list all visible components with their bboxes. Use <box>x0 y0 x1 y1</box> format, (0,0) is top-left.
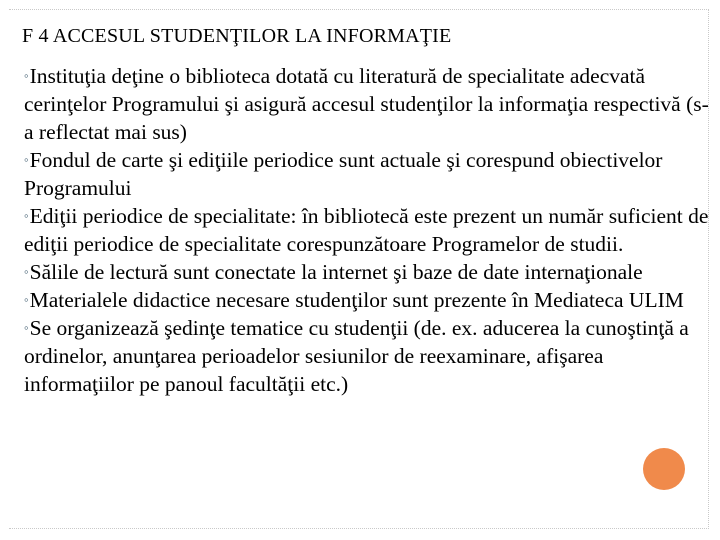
bullet-marker-icon: ◦ <box>24 292 29 307</box>
bullet-item <box>24 62 710 146</box>
bullet-text: Sălile de lectură sunt conectate la internet şi baze de date internaţionale <box>29 260 643 284</box>
bullet-item <box>24 202 710 258</box>
bullet-text: Ediţii periodice de specialitate: în bibliotecă este prezent un număr suficient de ediţii periodice de specialitate corespunzătoare Programelor de studii. <box>24 204 709 256</box>
slide-title: F 4 ACCESUL STUDENŢILOR LA INFORMAŢIE <box>22 25 452 47</box>
bullet-text: Materialele didactice necesare studenţilor sunt prezente în Mediateca ULIM <box>29 288 684 312</box>
bullet-item <box>24 146 710 202</box>
bullet-marker-icon: ◦ <box>24 208 29 223</box>
bullet-marker-icon: ◦ <box>24 68 29 83</box>
bullet-list <box>24 62 710 398</box>
decorative-circle-icon <box>643 448 685 490</box>
bullet-item <box>24 258 710 286</box>
bullet-item <box>24 286 710 314</box>
bullet-marker-icon: ◦ <box>24 264 29 279</box>
bullet-item <box>24 314 710 398</box>
bullet-marker-icon: ◦ <box>24 320 29 335</box>
bullet-marker-icon: ◦ <box>24 152 29 167</box>
bullet-text: Se organizează şedinţe tematice cu studenţii (de. ex. aducerea la cunoştinţă a ordinelor, anunţarea perioadelor sesiunilor de reexaminare, afişarea informaţiilor pe panoul facultăţii etc.) <box>24 316 689 396</box>
bullet-text: Instituţia deţine o biblioteca dotată cu literatură de specialitate adecvată cerinţelor Programului şi asigură accesul studenţilor la informaţia respectivă (s-a reflectat mai sus) <box>24 64 709 144</box>
bullet-text: Fondul de carte şi ediţiile periodice sunt actuale şi corespund obiectivelor Programului <box>24 148 663 200</box>
